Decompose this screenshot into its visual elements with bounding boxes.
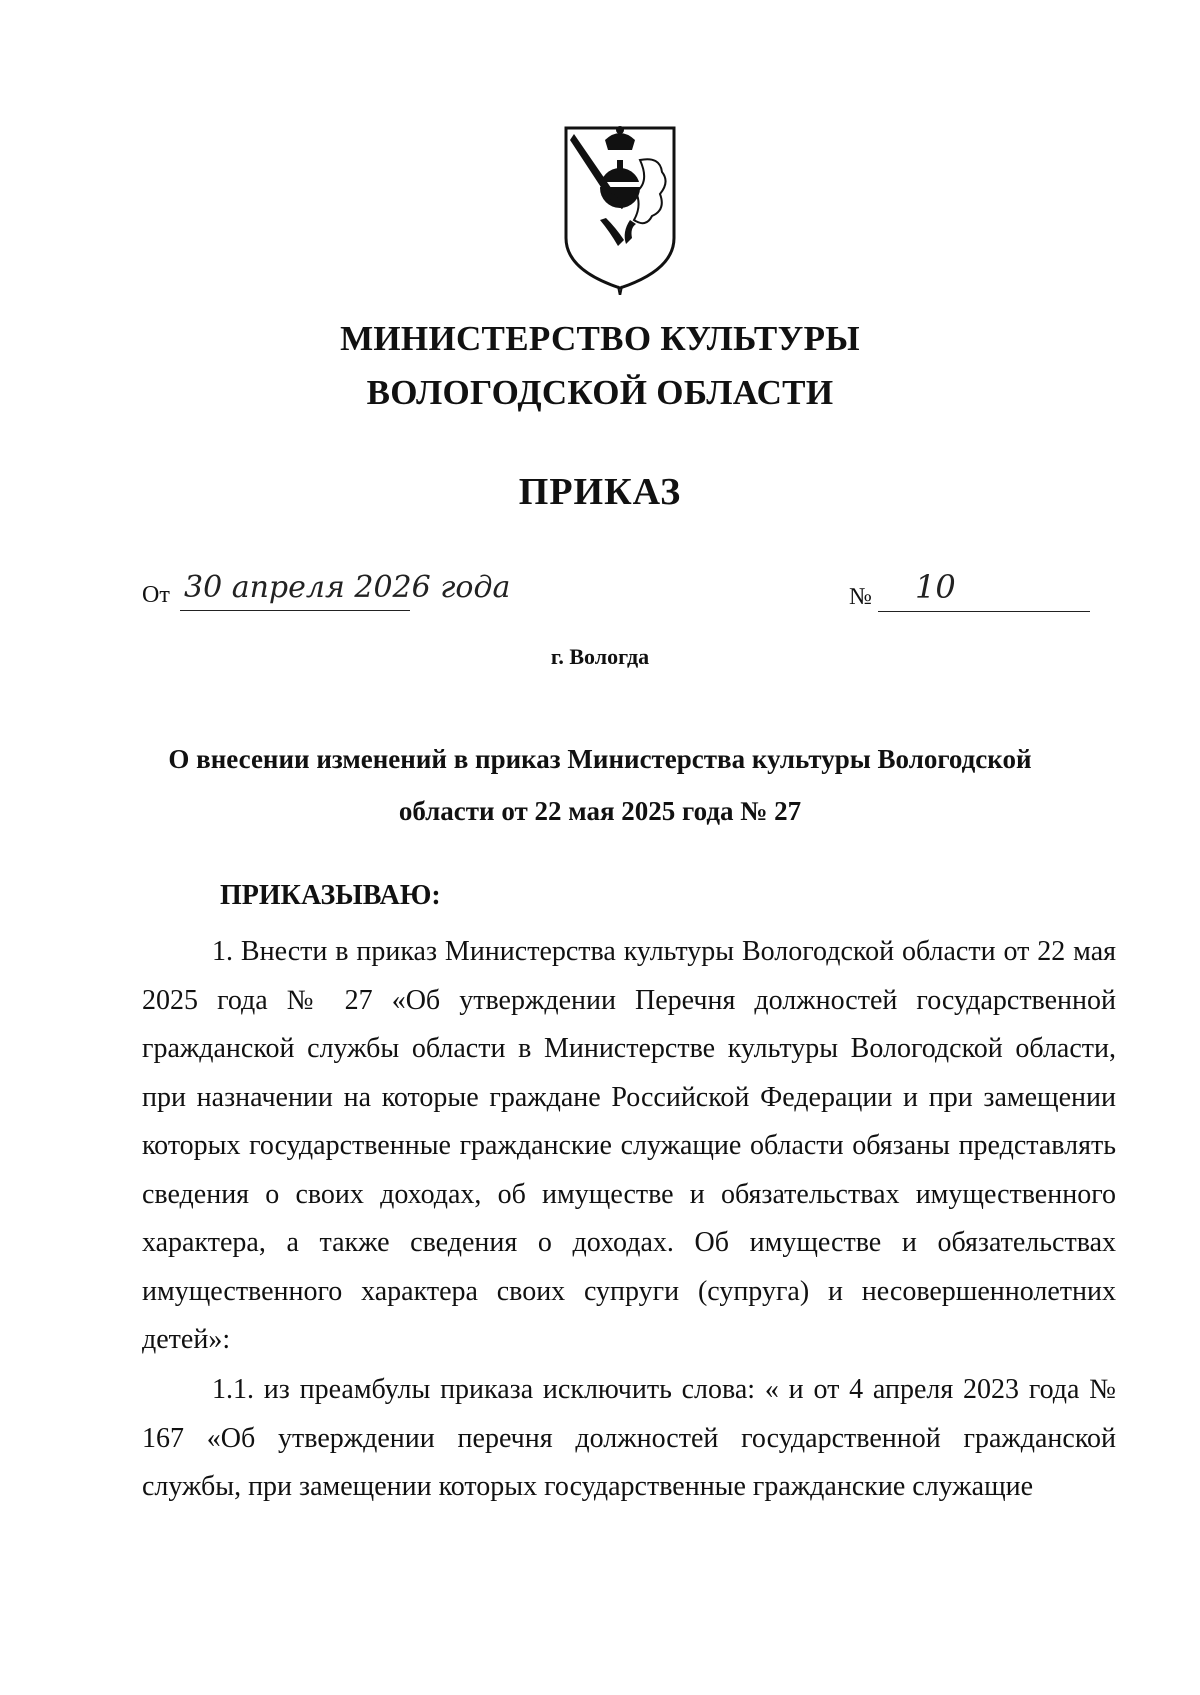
ministry-name	[0, 312, 1200, 420]
ministry-line-1: МИНИСТЕРСТВО КУЛЬТУРЫ	[340, 319, 860, 358]
ministry-line-2: ВОЛОГОДСКОЙ ОБЛАСТИ	[366, 373, 834, 412]
number-label: №	[849, 584, 872, 610]
city-line: г. Вологда	[550, 644, 650, 669]
date-underline	[180, 610, 410, 611]
handwritten-date: 30 апреля 2026 года	[184, 570, 511, 605]
document-type-title: ПРИКАЗ	[518, 471, 682, 513]
document-subject	[0, 733, 1200, 837]
subject-line-2: области от 22 мая 2025 года № 27	[398, 796, 802, 826]
subject-line-1: О внесении изменений в приказ Министерства культуры Вологодской	[168, 744, 1032, 774]
date-label: От	[142, 582, 170, 608]
paragraph-1-1: 1.1. из преамбулы приказа исключить слова: « и от 4 апреля 2023 года № 167 «Об утверждении перечня должностей государственной гражданской службы, при замещении которых государственные гражданские служащие	[142, 1374, 1116, 1502]
handwritten-number: 10	[915, 568, 956, 606]
paragraph-1: 1. Внести в приказ Министерства культуры Вологодской области от 22 мая 2025 года № 27 «Об утверждении Перечня должностей государственной гражданской службы области в Министерстве культуры Вологодской области, при назначении на которые граждане Российской Федерации и при замещении которых государственные гражданские служащие области обязаны представлять сведения о своих доходах, об имуществе и обязательствах имущественного характера, а также сведения о доходах. Об имуществе и обязательствах имущественного характера своих супруги (супруга) и несовершеннолетних детей»:	[142, 936, 1116, 1355]
order-heading: ПРИКАЗЫВАЮ:	[220, 880, 441, 911]
number-underline	[878, 611, 1090, 612]
coat-of-arms-icon	[560, 120, 680, 295]
